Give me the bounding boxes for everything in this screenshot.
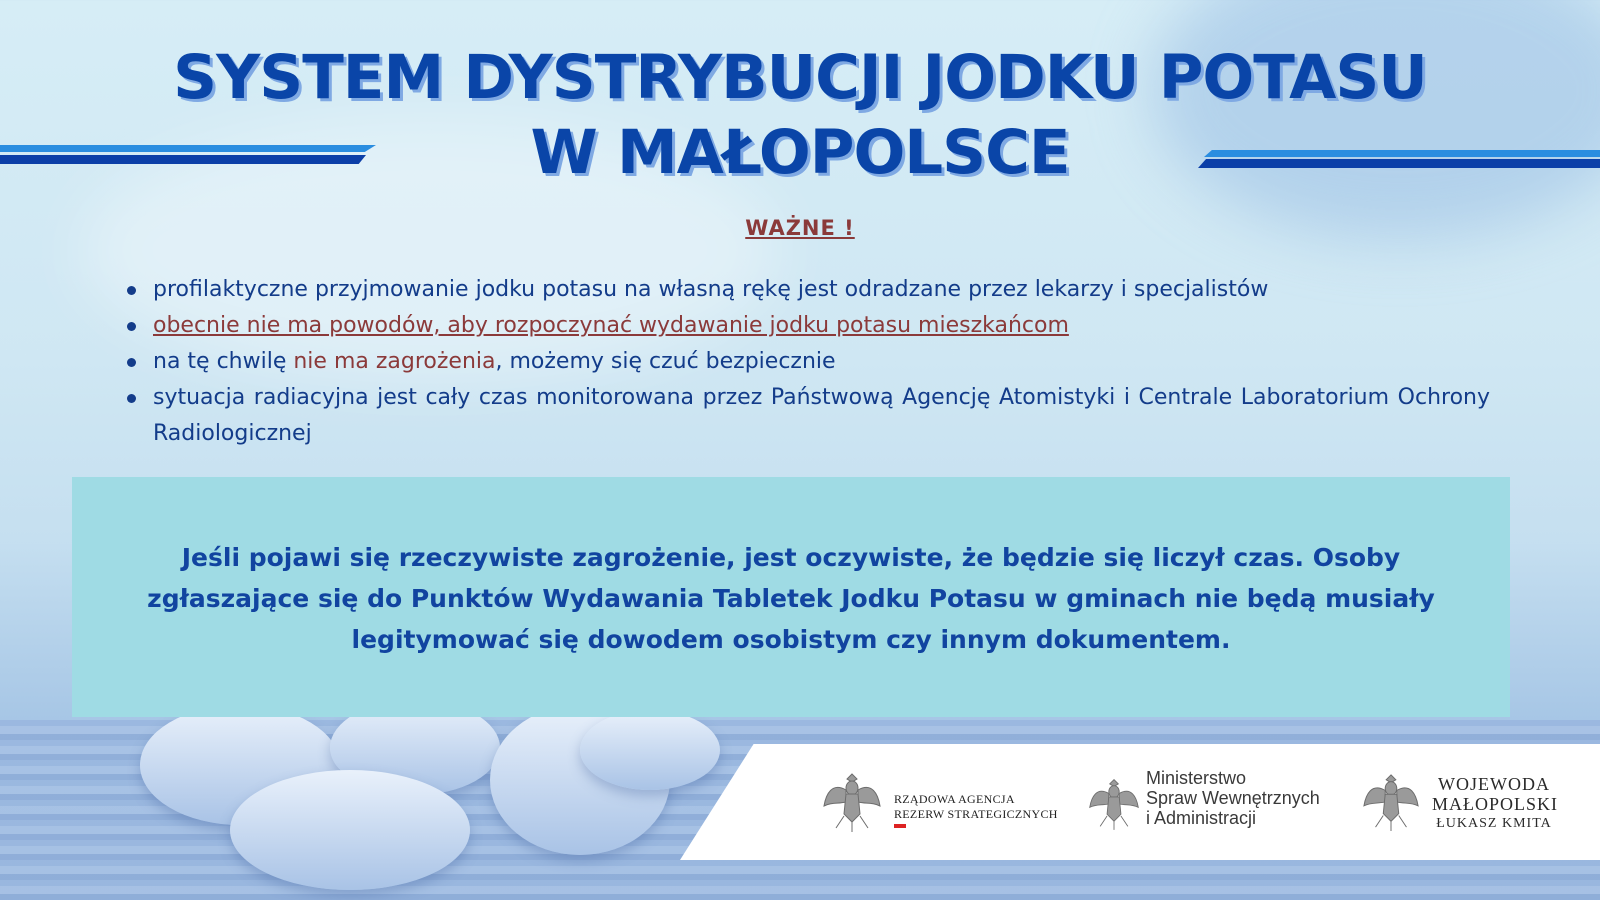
bullet-icon bbox=[127, 322, 136, 331]
important-heading: WAŻNE ! bbox=[745, 216, 855, 240]
list-item-text: profilaktyczne przyjmowanie jodku potasu na własną rękę jest odradzane przez lekarzy i specjalistów bbox=[153, 277, 1269, 302]
pill-image bbox=[230, 770, 470, 890]
mswia-logo bbox=[1088, 768, 1338, 838]
notice-box bbox=[72, 477, 1510, 717]
mswia-line-2: Spraw Wewnętrznych bbox=[1146, 788, 1320, 808]
list-item-text: na tę chwilę bbox=[153, 349, 294, 374]
flag-mark bbox=[894, 824, 906, 828]
list-item bbox=[125, 272, 1490, 308]
decorative-stripe bbox=[1204, 150, 1600, 157]
bullet-icon bbox=[127, 286, 136, 295]
wojewoda-name bbox=[1432, 774, 1559, 834]
list-item-text: , możemy się czuć bezpiecznie bbox=[495, 349, 836, 374]
list-item-text: obecnie nie ma powodów, aby rozpoczynać wydawanie jodku potasu mieszkańcom bbox=[153, 313, 1069, 338]
rars-line-1: RZĄDOWA AGENCJA bbox=[894, 792, 1015, 806]
title-line-2: W MAŁOPOLSCE bbox=[530, 117, 1070, 188]
rars-line-2: REZERW STRATEGICZNYCH bbox=[894, 807, 1058, 821]
title-line-1: SYSTEM DYSTRYBUCJI JODKU POTASU bbox=[173, 42, 1427, 113]
notice-text: Jeśli pojawi się rzeczywiste zagrożenie, jest oczywiste, że będzie się liczył czas. Osoby zgłaszające się do Punktów Wydawania Tabletek Jodku Potasu w gminach nie będą musiały legitymować się dowodem osobistym czy innym dokumentem. bbox=[147, 543, 1435, 654]
wojewoda-line-2: MAŁOPOLSKI bbox=[1432, 794, 1559, 814]
rars-name bbox=[894, 792, 1058, 822]
list-item-text: sytuacja radiacyjna jest cały czas monitorowana przez Państwową Agencję Atomistyki i Centrale Laboratorium Ochrony Radiologicznej bbox=[153, 385, 1490, 446]
rars-logo bbox=[822, 768, 1062, 838]
info-list bbox=[125, 272, 1490, 452]
pill-image bbox=[580, 710, 720, 790]
decorative-stripe bbox=[0, 145, 376, 152]
decorative-stripe bbox=[1198, 159, 1600, 168]
mswia-name bbox=[1146, 768, 1320, 828]
bullet-icon bbox=[127, 358, 136, 367]
list-item bbox=[125, 380, 1490, 452]
no-threat-text: nie ma zagrożenia bbox=[293, 349, 496, 374]
eagle-emblem-icon bbox=[1362, 768, 1420, 834]
wojewoda-logo bbox=[1362, 768, 1572, 838]
decorative-stripe bbox=[0, 155, 366, 164]
eagle-emblem-icon bbox=[822, 768, 882, 834]
mswia-line-1: Ministerstwo bbox=[1146, 768, 1247, 788]
mswia-line-3: i Administracji bbox=[1146, 808, 1257, 828]
bullet-icon bbox=[127, 394, 136, 403]
wojewoda-line-3: ŁUKASZ KMITA bbox=[1436, 816, 1552, 831]
list-item bbox=[125, 308, 1490, 344]
list-item bbox=[125, 344, 1490, 380]
wojewoda-line-1: WOJEWODA bbox=[1438, 774, 1550, 794]
eagle-emblem-icon bbox=[1088, 774, 1140, 832]
